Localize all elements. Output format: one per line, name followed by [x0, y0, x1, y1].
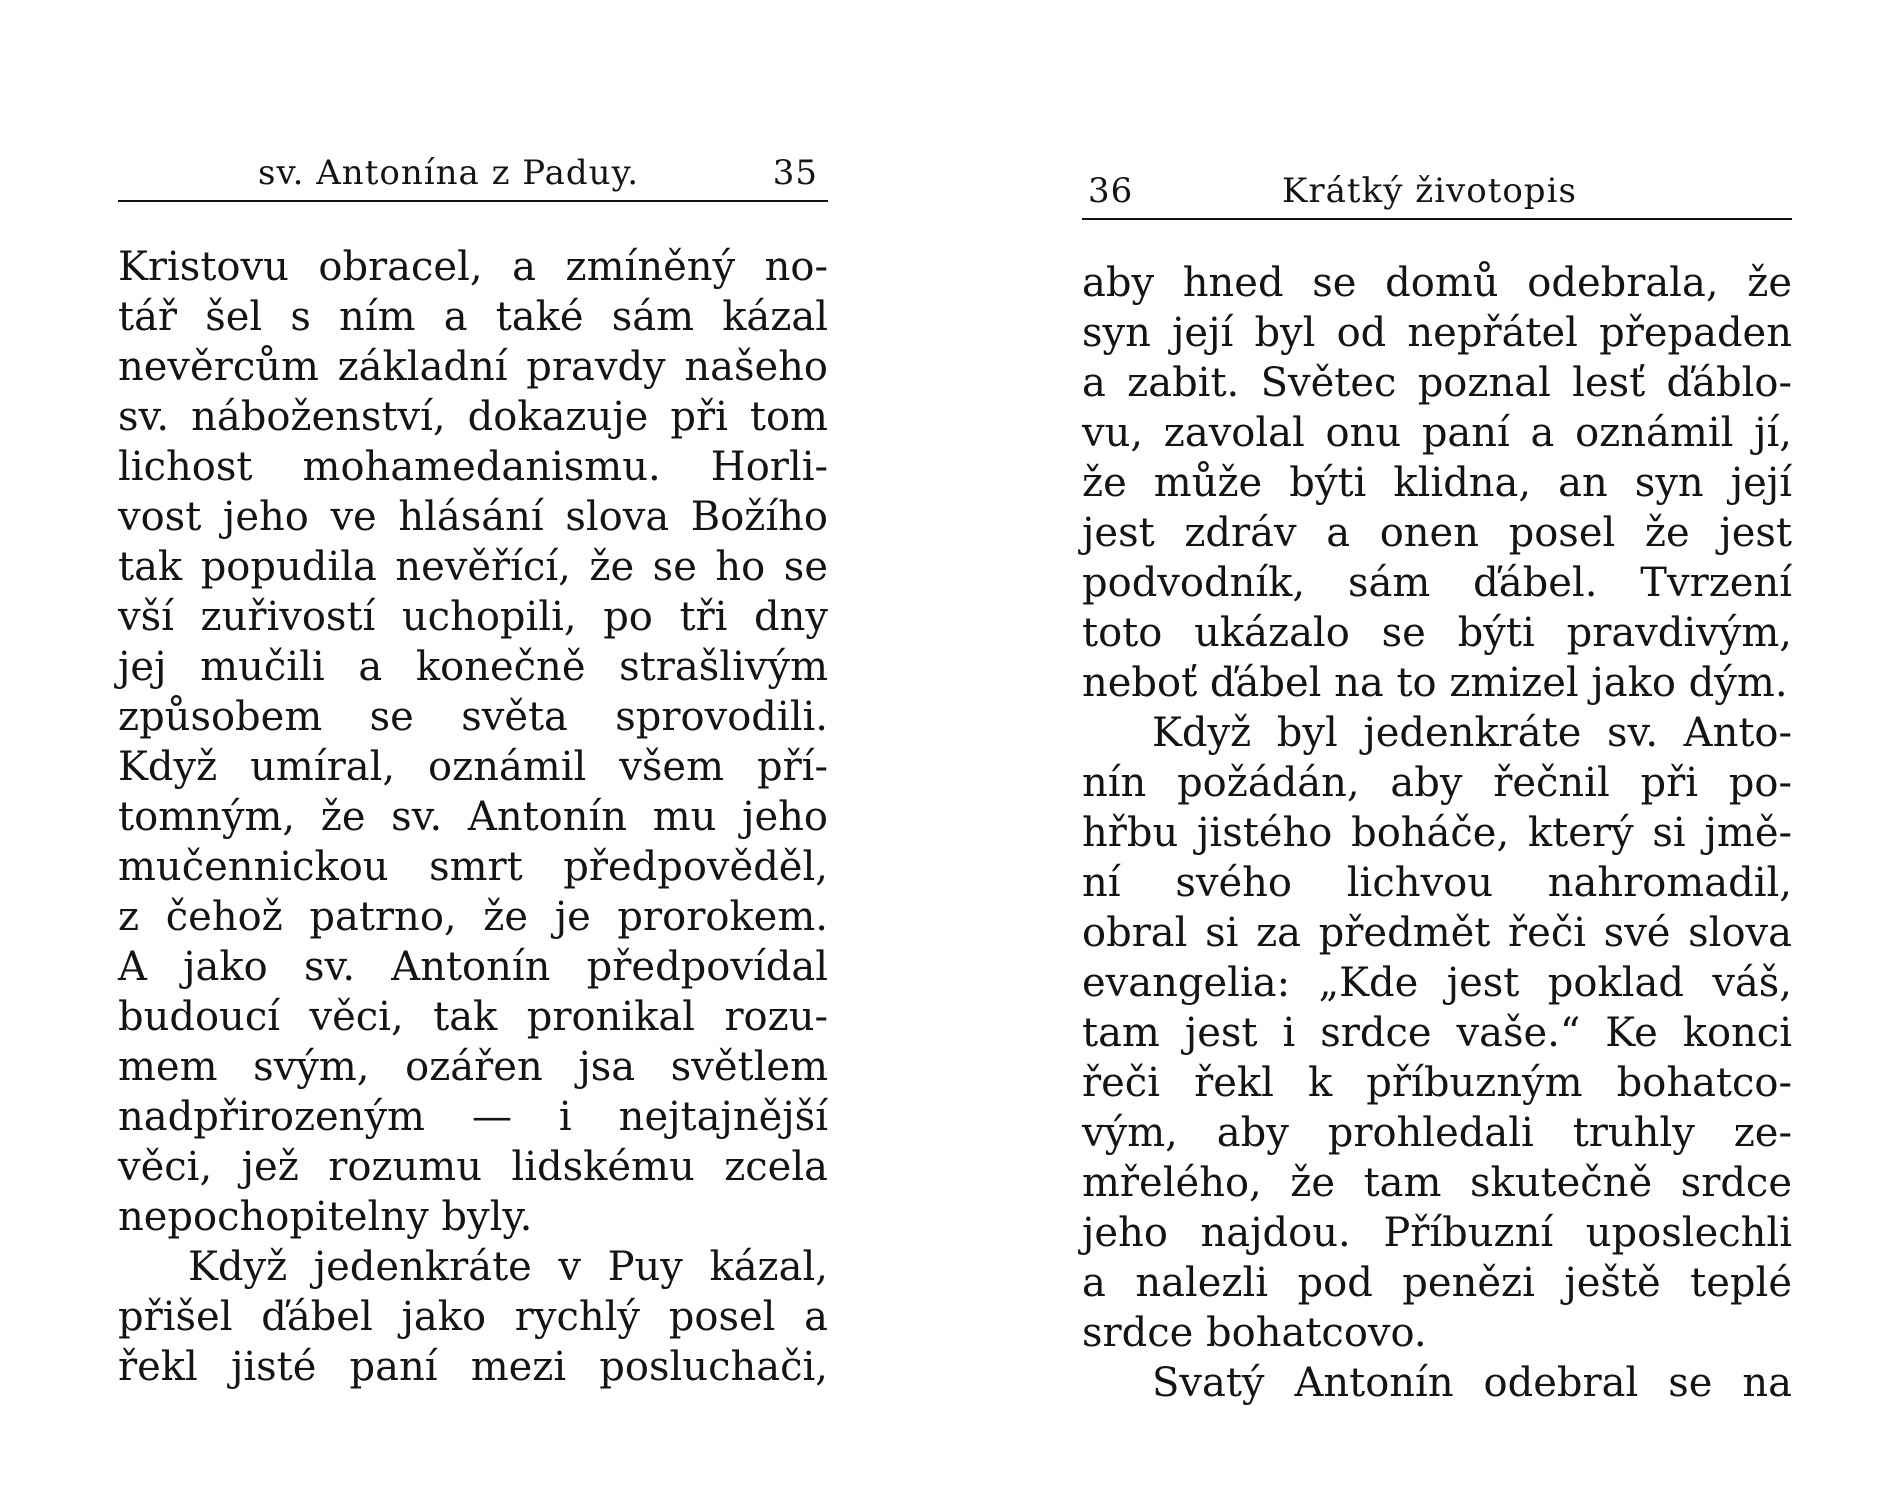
text-line: vší zuřivostí uchopili, po tři dny — [118, 594, 828, 640]
text-line: Když umíral, oznámil všem pří- — [118, 744, 828, 790]
text-line: budoucí věci, tak pronikal rozu- — [118, 994, 828, 1040]
text-line: věci, jež rozumu lidskému zcela — [118, 1144, 828, 1190]
text-line: podvodník, sám ďábel. Tvrzení — [1082, 560, 1792, 606]
text-line: že může býti klidna, an syn její — [1082, 460, 1792, 506]
text-line: z čehož patrno, že je prorokem. — [118, 894, 828, 940]
text-line: aby hned se domů odebrala, že — [1082, 260, 1792, 306]
text-line: nín požádán, aby řečnil při po- — [1082, 760, 1792, 806]
text-line: toto ukázalo se býti pravdivým, — [1082, 610, 1792, 656]
text-line: mřelého, že tam skutečně srdce — [1082, 1160, 1792, 1206]
text-line: syn její byl od nepřátel přepaden — [1082, 310, 1792, 356]
text-line: neboť ďábel na to zmizel jako dým. — [1082, 660, 1788, 706]
text-line: jest zdráv a onen posel že jest — [1082, 510, 1792, 556]
text-line: řekl jisté paní mezi posluchači, — [118, 1344, 828, 1390]
text-line: Když byl jedenkráte sv. Anto- — [1152, 710, 1792, 756]
text-line: vu, zavolal onu paní a oznámil jí, — [1082, 410, 1792, 456]
left-body-text — [118, 242, 828, 1392]
left-header-rule — [118, 200, 828, 202]
text-line: nevěrcům základní pravdy našeho — [118, 344, 828, 390]
text-line: řeči řekl k příbuzným bohatco- — [1082, 1060, 1792, 1106]
text-line: sv. náboženství, dokazuje při tom — [118, 394, 828, 440]
text-line: vým, aby prohledali truhly ze- — [1082, 1110, 1792, 1156]
text-line: evangelia: „Kde jest poklad váš, — [1082, 960, 1792, 1006]
text-line: mučennickou smrt předpověděl, — [118, 844, 828, 890]
text-line: obral si za předmět řeči své slova — [1082, 910, 1792, 956]
text-line: mem svým, ozářen jsa světlem — [118, 1044, 828, 1090]
text-line: hřbu jistého boháče, který si jmě- — [1082, 810, 1792, 856]
text-line: a nalezli pod penězi ještě teplé — [1082, 1260, 1792, 1306]
text-line: nadpřirozeným — i nejtajnější — [118, 1094, 828, 1140]
text-line: tomným, že sv. Antonín mu jeho — [118, 794, 828, 840]
text-line: jej mučili a konečně strašlivým — [118, 644, 828, 690]
text-line: přišel ďábel jako rychlý posel a — [118, 1294, 828, 1340]
text-line: tam jest i srdce vaše.“ Ke konci — [1082, 1010, 1792, 1056]
text-line: nepochopitelny byly. — [118, 1194, 533, 1240]
text-line: a zabit. Světec poznal lesť ďáblo- — [1082, 360, 1792, 406]
right-body-text — [1082, 258, 1792, 1408]
text-line: Kristovu obracel, a zmíněný no- — [118, 244, 828, 290]
text-line: vost jeho ve hlásání slova Božího — [118, 494, 828, 540]
text-line: A jako sv. Antonín předpovídal — [118, 944, 828, 990]
right-page-number: 36 — [1088, 171, 1134, 211]
text-line: tak popudila nevěřící, že se ho se — [118, 544, 828, 590]
text-line: Když jedenkráte v Puy kázal, — [188, 1244, 828, 1290]
text-line: Svatý Antonín odebral se na — [1152, 1360, 1792, 1406]
left-header-title: sv. Antonína z Paduy. — [258, 153, 640, 193]
right-running-header — [1082, 168, 1792, 214]
right-header-rule — [1082, 218, 1792, 220]
text-line: způsobem se světa sprovodili. — [118, 694, 828, 740]
text-line: ní svého lichvou nahromadil, — [1082, 860, 1792, 906]
text-line: jeho najdou. Příbuzní uposlechli — [1082, 1210, 1792, 1256]
text-line: srdce bohatcovo. — [1082, 1310, 1427, 1356]
left-running-header — [118, 150, 828, 196]
text-line: lichost mohamedanismu. Horli- — [118, 444, 828, 490]
left-page-number: 35 — [772, 153, 818, 193]
right-header-title: Krátký životopis — [1282, 171, 1577, 211]
text-line: tář šel s ním a také sám kázal — [118, 294, 828, 340]
